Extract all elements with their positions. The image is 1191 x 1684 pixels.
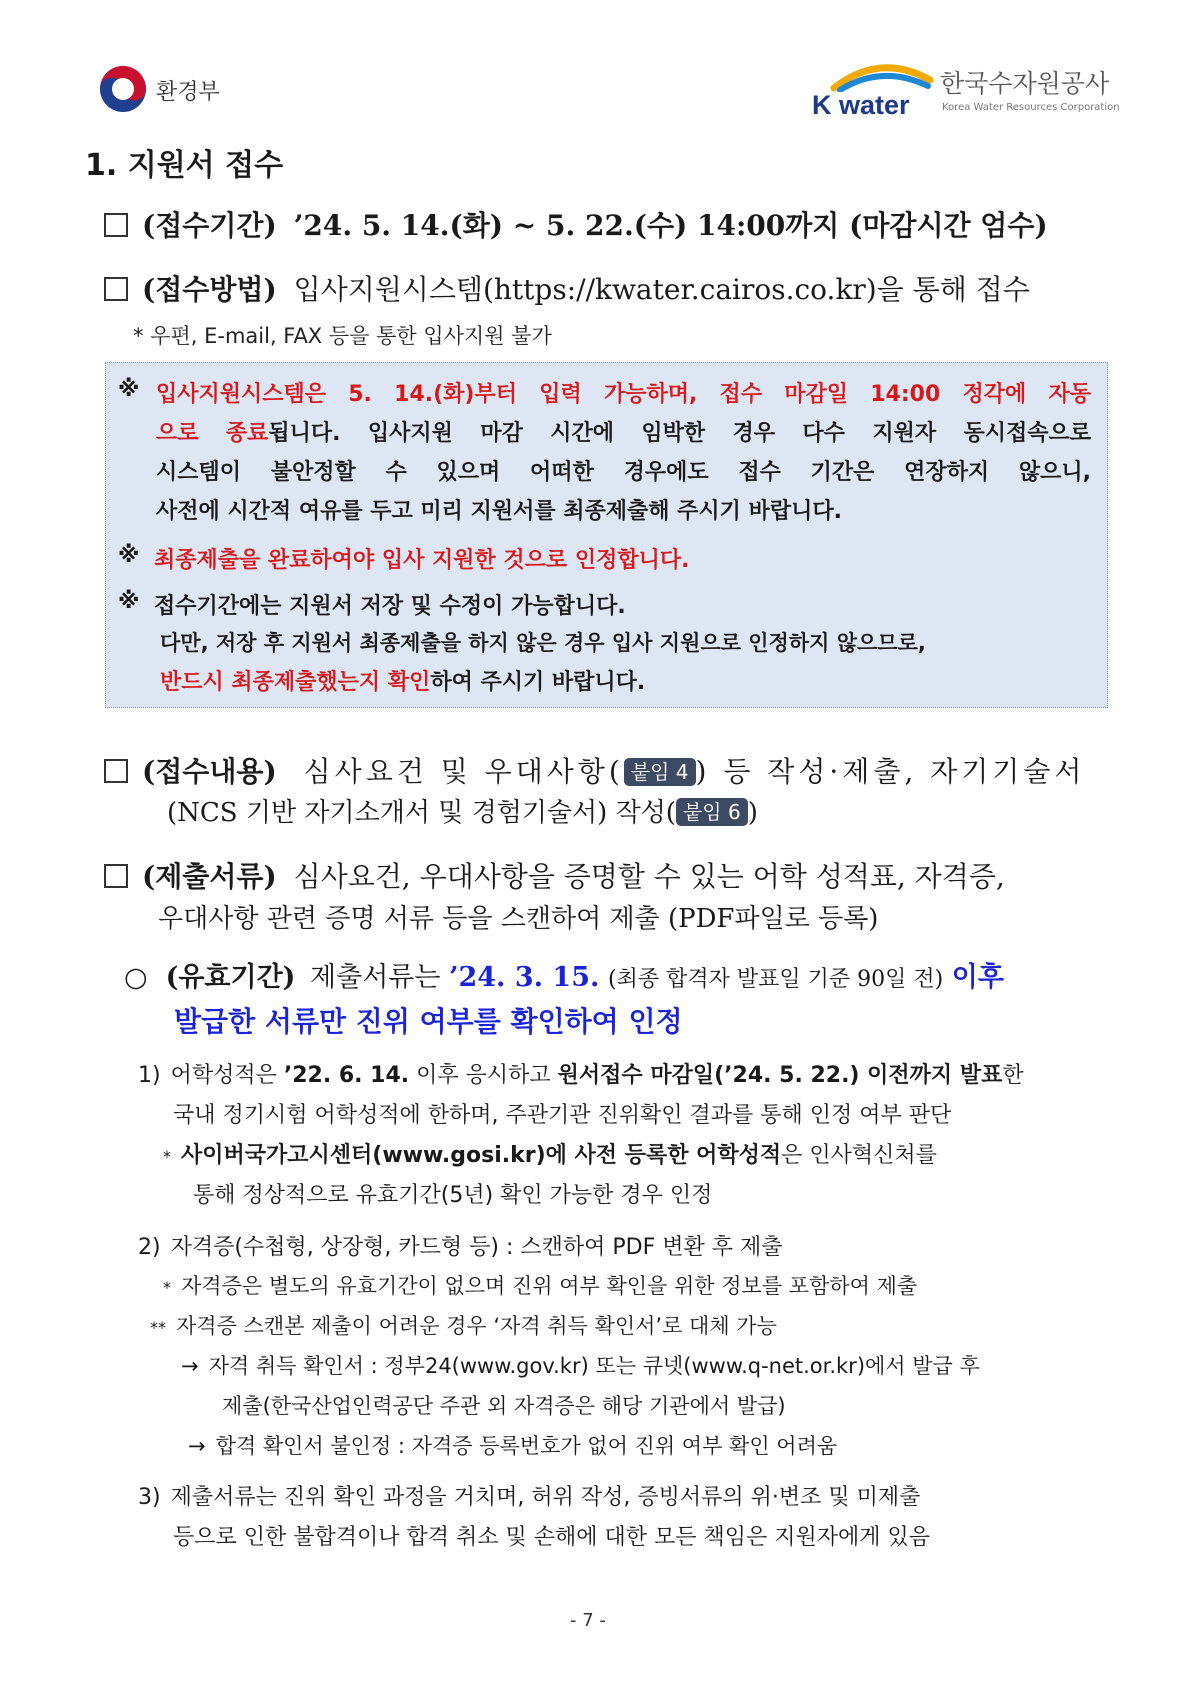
item1-c: 이후 응시하고 — [416, 1063, 551, 1088]
method-note: * 우편, E-mail, FAX 등을 통한 입사지원 불가 — [133, 324, 552, 348]
page-number: - 7 - — [570, 1610, 606, 1631]
item1-note-rest: 은 인사혁신처를 — [781, 1143, 937, 1168]
kwater-org-name-en: Korea Water Resources Corporation — [942, 102, 1120, 113]
ministry-name: 환경부 — [156, 80, 220, 105]
item1-note-line2: 통해 정상적으로 유효기간(5년) 확인 가능한 경우 인정 — [193, 1183, 713, 1208]
notice-p1-rest: 됩니다. 입사지원 마감 시간에 임박한 경우 다수 지원자 동시접속으로 — [268, 421, 1091, 446]
item2-note1-text: 자격증은 별도의 유효기간이 없으며 진위 여부 확인을 위한 정보를 포함하여 제출 — [181, 1274, 918, 1298]
docs-row — [104, 855, 1005, 895]
notice-p1-line3: 시스템이 불안정할 수 있으며 어떠한 경우에도 접수 기간은 연장하지 않으니, — [156, 460, 1091, 485]
attachment-badge: 붙임 6 — [676, 798, 748, 826]
period-row — [104, 204, 1048, 244]
item1-star: * — [163, 1147, 171, 1166]
item1-a: 어학성적은 — [170, 1063, 277, 1088]
notice-mark: ※ — [118, 589, 140, 614]
item1-e: 한 — [1002, 1063, 1024, 1088]
validity-bullet: ○ — [124, 962, 148, 993]
item1-note — [163, 1138, 937, 1169]
item2-arrow1-line2: 제출(한국산업인력공단 주관 외 자격증은 해당 기관에서 발급) — [222, 1394, 786, 1418]
ministry-logo — [98, 64, 238, 114]
section-title: 1. 지원서 접수 — [85, 148, 284, 183]
item2-line1 — [138, 1230, 783, 1261]
item2-note2-mark: ** — [150, 1318, 166, 1337]
item2-note2 — [150, 1310, 777, 1340]
content-line1-b: ) 등 작성·제출, 자기기술서 — [695, 755, 1086, 788]
notice-p2: 최종제출을 완료하여야 입사 지원한 것으로 인정합니다. — [154, 548, 690, 573]
item3-num: 3) — [138, 1485, 161, 1510]
notice-mark: ※ — [118, 543, 140, 568]
method-row — [104, 268, 1030, 308]
item2-note1-mark: * — [163, 1278, 171, 1297]
item1-note-bold: 사이버국가고시센터(www.gosi.kr)에 사전 등록한 어학성적 — [181, 1143, 782, 1168]
arrow-icon: → — [181, 1354, 199, 1378]
checkbox-icon — [104, 277, 128, 301]
docs-label: (제출서류) — [142, 860, 277, 893]
item1-b: ’22. 6. 14. — [283, 1063, 410, 1088]
item2-num: 2) — [138, 1235, 161, 1260]
notice-p1-red: 으로 종료 — [156, 421, 269, 446]
checkbox-icon — [104, 864, 128, 888]
kwater-logo — [812, 58, 1120, 122]
content-label: (접수내용) — [142, 755, 277, 788]
attachment-badge: 붙임 4 — [624, 758, 696, 786]
kwater-arc-icon — [830, 58, 934, 92]
method-label: (접수방법) — [142, 273, 277, 306]
item3-line2: 등으로 인한 불합격이나 합격 취소 및 손해에 대한 모든 책임은 지원자에게 있음 — [173, 1525, 930, 1550]
item2-note2-text: 자격증 스캔본 제출이 어려운 경우 ‘자격 취득 확인서’로 대체 가능 — [176, 1314, 777, 1338]
content-row-2 — [167, 792, 758, 829]
kwater-brand: K water — [812, 90, 910, 120]
checkbox-icon — [104, 213, 128, 237]
content-line2-b: ) — [747, 798, 758, 828]
item2-note1 — [163, 1270, 917, 1300]
item2-arrow2-text: 합격 확인서 불인정 : 자격증 등록번호가 없어 진위 여부 확인 어려움 — [215, 1434, 838, 1458]
notice-p3-line2: 다만, 저장 후 지원서 최종제출을 하지 않은 경우 입사 지원으로 인정하지 않으므로, — [160, 631, 926, 655]
notice-p3-rest: 하여 주시기 바랍니다. — [430, 670, 646, 695]
content-line2-a: (NCS 기반 자기소개서 및 경험기술서) 작성( — [167, 798, 676, 828]
notice-p3-line1: 접수기간에는 지원서 저장 및 수정이 가능합니다. — [154, 594, 626, 619]
validity-row — [124, 955, 1004, 994]
validity-paren: (최종 합격자 발표일 기준 90일 전) — [608, 967, 944, 992]
item1-num: 1) — [138, 1063, 161, 1088]
item1-d: 원서접수 마감일(’24. 5. 22.) 이전까지 발표 — [557, 1063, 1003, 1088]
validity-blue1: 이후 — [951, 962, 1004, 993]
notice-p1-line4: 사전에 시간적 여유를 두고 미리 지원서를 최종제출해 주시기 바랍니다. — [156, 499, 842, 524]
notice-box — [105, 362, 1108, 708]
docs-line1: 심사요건, 우대사항을 증명할 수 있는 어학 성적표, 자격증, — [293, 860, 1005, 893]
validity-label: (유효기간) — [165, 962, 296, 993]
item3-line1 — [138, 1480, 920, 1511]
item1-line1 — [138, 1058, 1024, 1089]
item2-text: 자격증(수첩형, 상장형, 카드형 등) : 스캔하여 PDF 변환 후 제출 — [170, 1235, 783, 1260]
item2-arrow1-text: 자격 취득 확인서 : 정부24(www.gov.kr) 또는 큐넷(www.q-net.or.kr)에서 발급 후 — [208, 1354, 980, 1378]
method-text: 입사지원시스템(https://kwater.cairos.co.kr)을 통해 접수 — [293, 273, 1030, 306]
content-row — [104, 750, 1085, 790]
item2-arrow1 — [181, 1350, 980, 1380]
item2-arrow2 — [188, 1430, 837, 1460]
notice-p1-line2 — [156, 416, 1091, 447]
period-text: ’24. 5. 14.(화) ~ 5. 22.(수) 14:00까지 (마감시간 엄수) — [293, 209, 1048, 242]
docs-line2: 우대사항 관련 증명 서류 등을 스캔하여 제출 (PDF파일로 등록) — [158, 904, 879, 934]
notice-mark: ※ — [118, 377, 140, 402]
notice-p1-line1: 입사지원시스템은 5. 14.(화)부터 입력 가능하며, 접수 마감일 14:00 정각에 자동 — [156, 382, 1091, 407]
item3-text: 제출서류는 진위 확인 과정을 거치며, 허위 작성, 증빙서류의 위·변조 및 미제출 — [170, 1485, 921, 1510]
period-label: (접수기간) — [142, 209, 277, 242]
content-line1-a: 심사요건 및 우대사항( — [303, 755, 624, 788]
checkbox-icon — [104, 759, 128, 783]
kwater-org-name: 한국수자원공사 — [940, 69, 1110, 98]
validity-date: ’24. 3. 15. — [449, 962, 600, 993]
validity-pre: 제출서류는 — [310, 962, 441, 993]
arrow-icon: → — [188, 1434, 206, 1458]
notice-p3-red: 반드시 최종제출했는지 확인 — [160, 670, 431, 695]
item1-line2: 국내 정기시험 어학성적에 한하며, 주관기관 진위확인 결과를 통해 인정 여부 판단 — [173, 1103, 952, 1128]
validity-blue2: 발급한 서류만 진위 여부를 확인하여 인정 — [174, 1005, 683, 1038]
notice-p3-line3 — [160, 665, 645, 696]
taegeuk-icon — [98, 64, 148, 114]
